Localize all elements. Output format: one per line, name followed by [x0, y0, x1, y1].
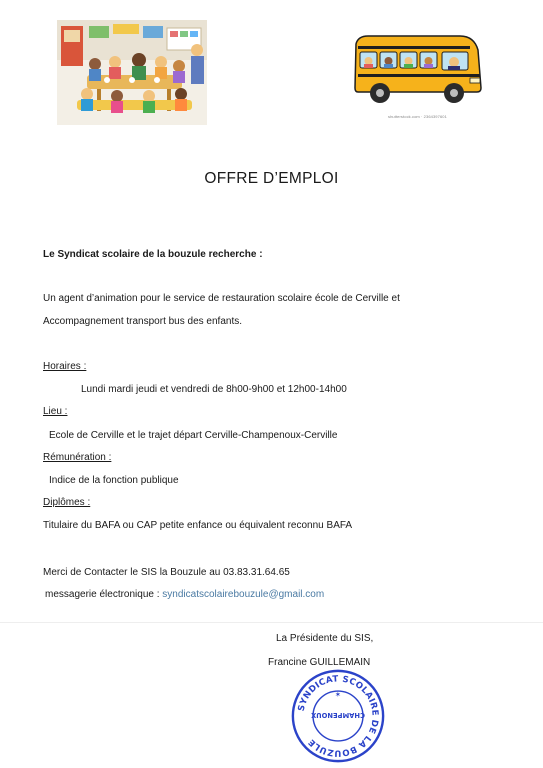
remuneration-value: Indice de la fonction publique: [49, 475, 179, 486]
diplomes-value: Titulaire du BAFA ou CAP petite enfance ou équivalent reconnu BAFA: [43, 520, 353, 531]
lieu-value: Ecole de Cerville et le trajet départ Cerville-Champenoux-Cerville: [49, 430, 338, 441]
email-label: messagerie électronique :: [45, 589, 160, 600]
faint-divider: [0, 622, 543, 623]
email-link[interactable]: syndicatscolairebouzule@gmail.com: [162, 589, 325, 600]
horaires-value: Lundi mardi jeudi et vendredi de 8h00-9h00 et 12h00-14h00: [81, 384, 347, 395]
image-credit: shutterstock.com · 2364397601: [388, 114, 447, 119]
official-stamp: [290, 668, 386, 764]
svg-text:SYNDICAT SCOLAIRE DE LA BOUZUL: SYNDICAT SCOLAIRE DE LA BOUZULE: [296, 674, 380, 758]
remuneration-label: Rémunération :: [43, 452, 112, 463]
contact-line: Merci de Contacter le SIS la Bouzule au 03.83.31.64.65: [43, 567, 290, 578]
horaires-label: Horaires :: [43, 361, 87, 372]
school-bus-illustration: [350, 30, 485, 110]
diplomes-label: Diplômes :: [43, 497, 91, 508]
svg-text:CHAMPENOUX: CHAMPENOUX: [311, 711, 365, 720]
email-line: [45, 589, 324, 600]
classroom-illustration: [57, 20, 207, 125]
svg-text:✶: ✶: [334, 689, 342, 699]
description-line-2: Accompagnement transport bus des enfants.: [43, 316, 243, 327]
page-title: OFFRE D’EMPLOI: [204, 170, 339, 187]
signature-role: La Présidente du SIS,: [276, 633, 374, 644]
lieu-label: Lieu :: [43, 406, 68, 417]
signature-name: Francine GUILLEMAIN: [268, 657, 371, 668]
intro-heading: Le Syndicat scolaire de la bouzule recherche :: [43, 249, 263, 260]
description-line-1: Un agent d’animation pour le service de restauration scolaire école de Cerville et: [43, 293, 400, 304]
